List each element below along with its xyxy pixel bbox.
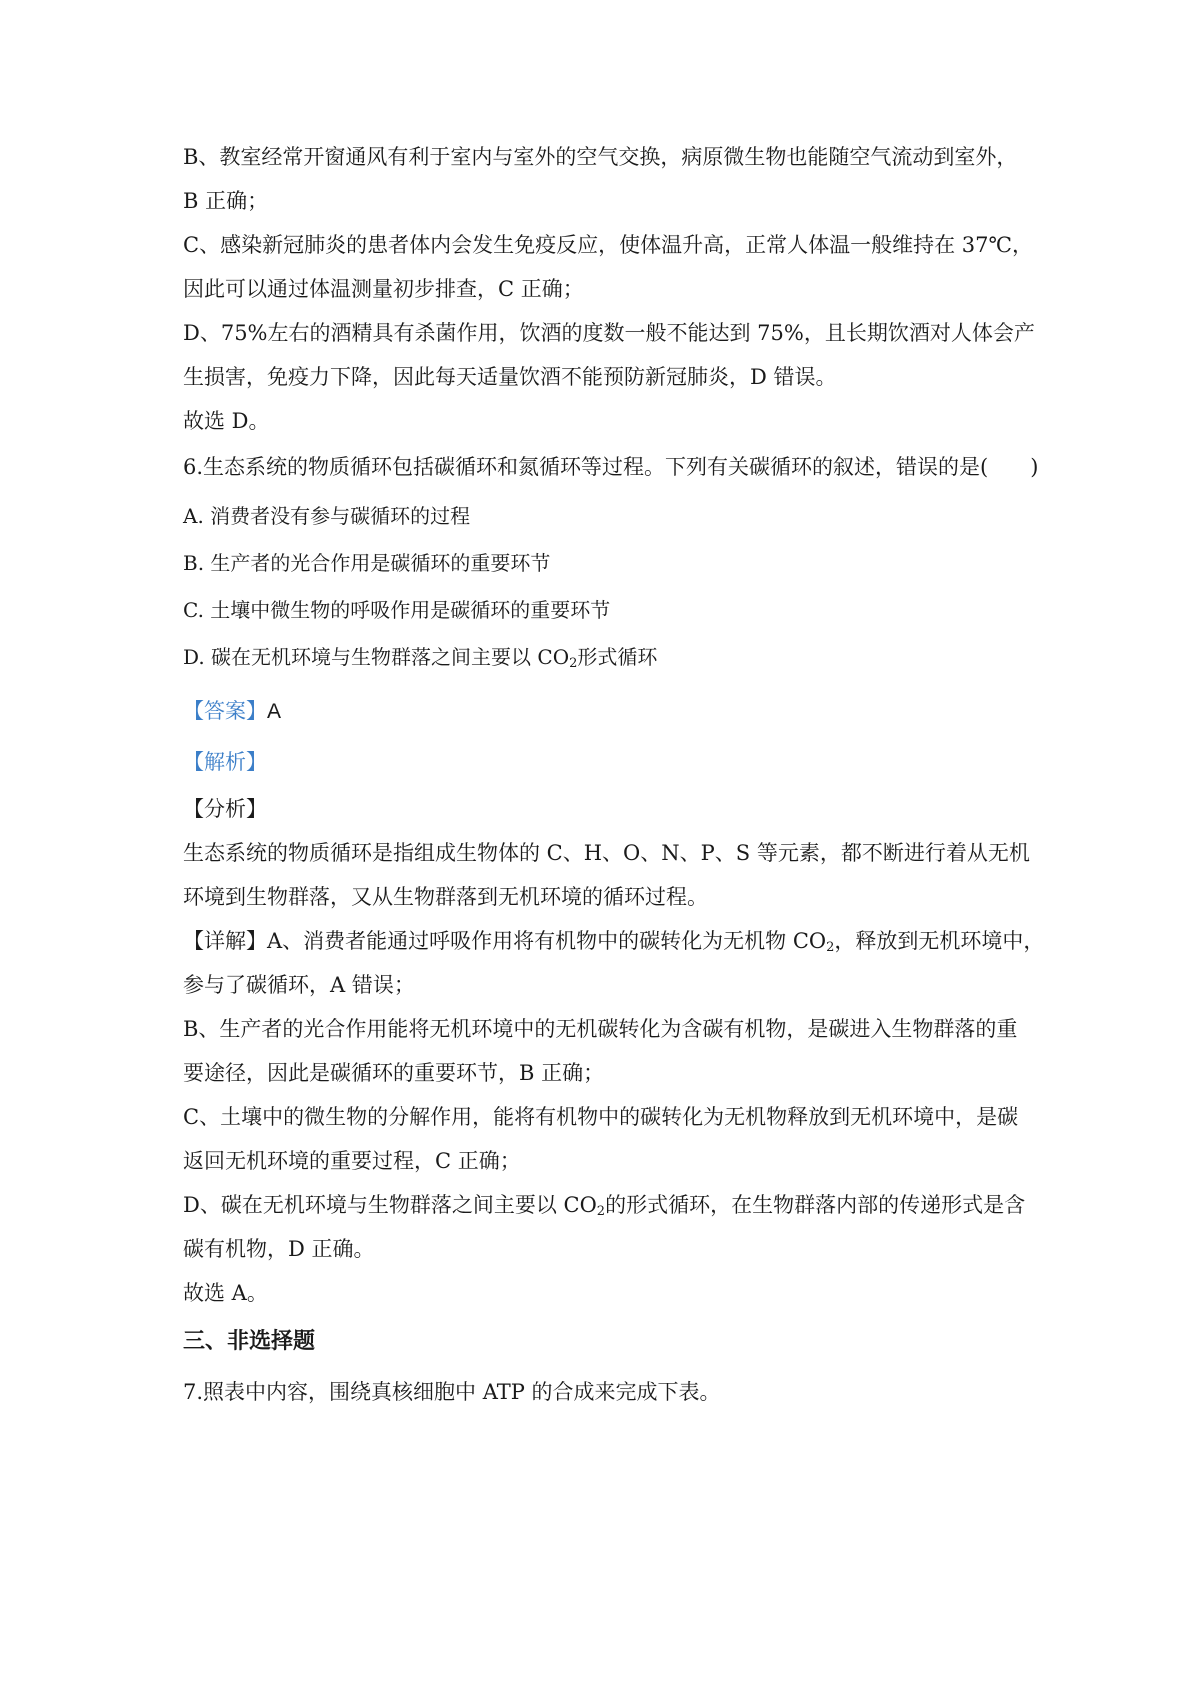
xiangjie-d-line1 — [183, 1190, 1033, 1220]
xiangjie-d-line2: 碳有机物，D 正确。 — [183, 1237, 375, 1261]
answer-value: A — [267, 700, 282, 723]
question6-stem: 6.生态系统的物质循环包括碳循环和氮循环等过程。下列有关碳循环的叙述，错误的是( ) — [183, 455, 1039, 479]
xiangjie-a-pre: 【详解】A、消费者能通过呼吸作用将有机物中的碳转化为无机物 CO — [183, 929, 827, 953]
prev-analysis-b-line1: B、教室经常开窗通风有利于室内与室外的空气交换，病原微生物也能随空气流动到室外， — [183, 145, 1018, 169]
prev-analysis-c-line1: C、感染新冠肺炎的患者体内会发生免疫反应，使体温升高，正常人体温一般维持在 37℃， — [183, 233, 1033, 257]
fenxi-line2: 环境到生物群落，又从生物群落到无机环境的循环过程。 — [183, 885, 708, 909]
prev-analysis-d-line1: D、75%左右的酒精具有杀菌作用，饮酒的度数一般不能达到 75%，且长期饮酒对人体会产 — [183, 321, 1035, 345]
xiangjie-d-pre: D、碳在无机环境与生物群落之间主要以 CO — [183, 1193, 597, 1217]
prev-analysis-conclusion: 故选 D。 — [183, 409, 270, 433]
xiangjie-a-line2: 参与了碳循环，A 错误； — [183, 973, 415, 997]
answer-label: 【答案】 — [183, 699, 267, 723]
prev-analysis-b-line2: B 正确； — [183, 189, 269, 213]
question6-option-b: B. 生产者的光合作用是碳循环的重要环节 — [183, 551, 551, 575]
question6-option-c: C. 土壤中微生物的呼吸作用是碳循环的重要环节 — [183, 598, 611, 622]
option-d-text-post: 形式循环 — [577, 645, 658, 669]
xiangjie-d-subscript: 2 — [596, 1204, 606, 1219]
option-d-subscript: 2 — [569, 656, 578, 671]
xiangjie-a-post: ，释放到无机环境中， — [834, 929, 1045, 953]
xiangjie-a-line1 — [183, 926, 1045, 956]
prev-analysis-c-line2: 因此可以通过体温测量初步排查，C 正确； — [183, 277, 584, 301]
question6-option-d — [183, 642, 1033, 672]
section3-title: 三、非选择题 — [183, 1329, 316, 1354]
question7-stem: 7.照表中内容，围绕真核细胞中 ATP 的合成来完成下表。 — [183, 1380, 721, 1404]
question6-option-a: A. 消费者没有参与碳循环的过程 — [183, 504, 471, 528]
prev-analysis-d-line2: 生损害，免疫力下降，因此每天适量饮酒不能预防新冠肺炎，D 错误。 — [183, 365, 837, 389]
option-d-text-pre: D. 碳在无机环境与生物群落之间主要以 CO — [183, 645, 570, 669]
fenxi-line1: 生态系统的物质循环是指组成生物体的 C、H、O、N、P、S 等元素，都不断进行着从无机 — [183, 841, 1030, 865]
xiangjie-c-line2: 返回无机环境的重要过程，C 正确； — [183, 1149, 521, 1173]
fenxi-label: 【分析】 — [183, 797, 267, 821]
xiangjie-b-line1: B、生产者的光合作用能将无机环境中的无机碳转化为含碳有机物，是碳进入生物群落的重 — [183, 1017, 1018, 1041]
xiangjie-c-line1: C、土壤中的微生物的分解作用，能将有机物中的碳转化为无机物释放到无机环境中，是碳 — [183, 1105, 1019, 1129]
xiangjie-a-subscript: 2 — [826, 940, 835, 955]
jiexi-label: 【解析】 — [183, 750, 267, 774]
xiangjie-d-post: 的形式循环，在生物群落内部的传递形式是含 — [605, 1193, 1026, 1217]
question6-conclusion: 故选 A。 — [183, 1281, 268, 1305]
xiangjie-b-line2: 要途径，因此是碳循环的重要环节，B 正确； — [183, 1061, 605, 1085]
answer-line — [183, 696, 1033, 727]
